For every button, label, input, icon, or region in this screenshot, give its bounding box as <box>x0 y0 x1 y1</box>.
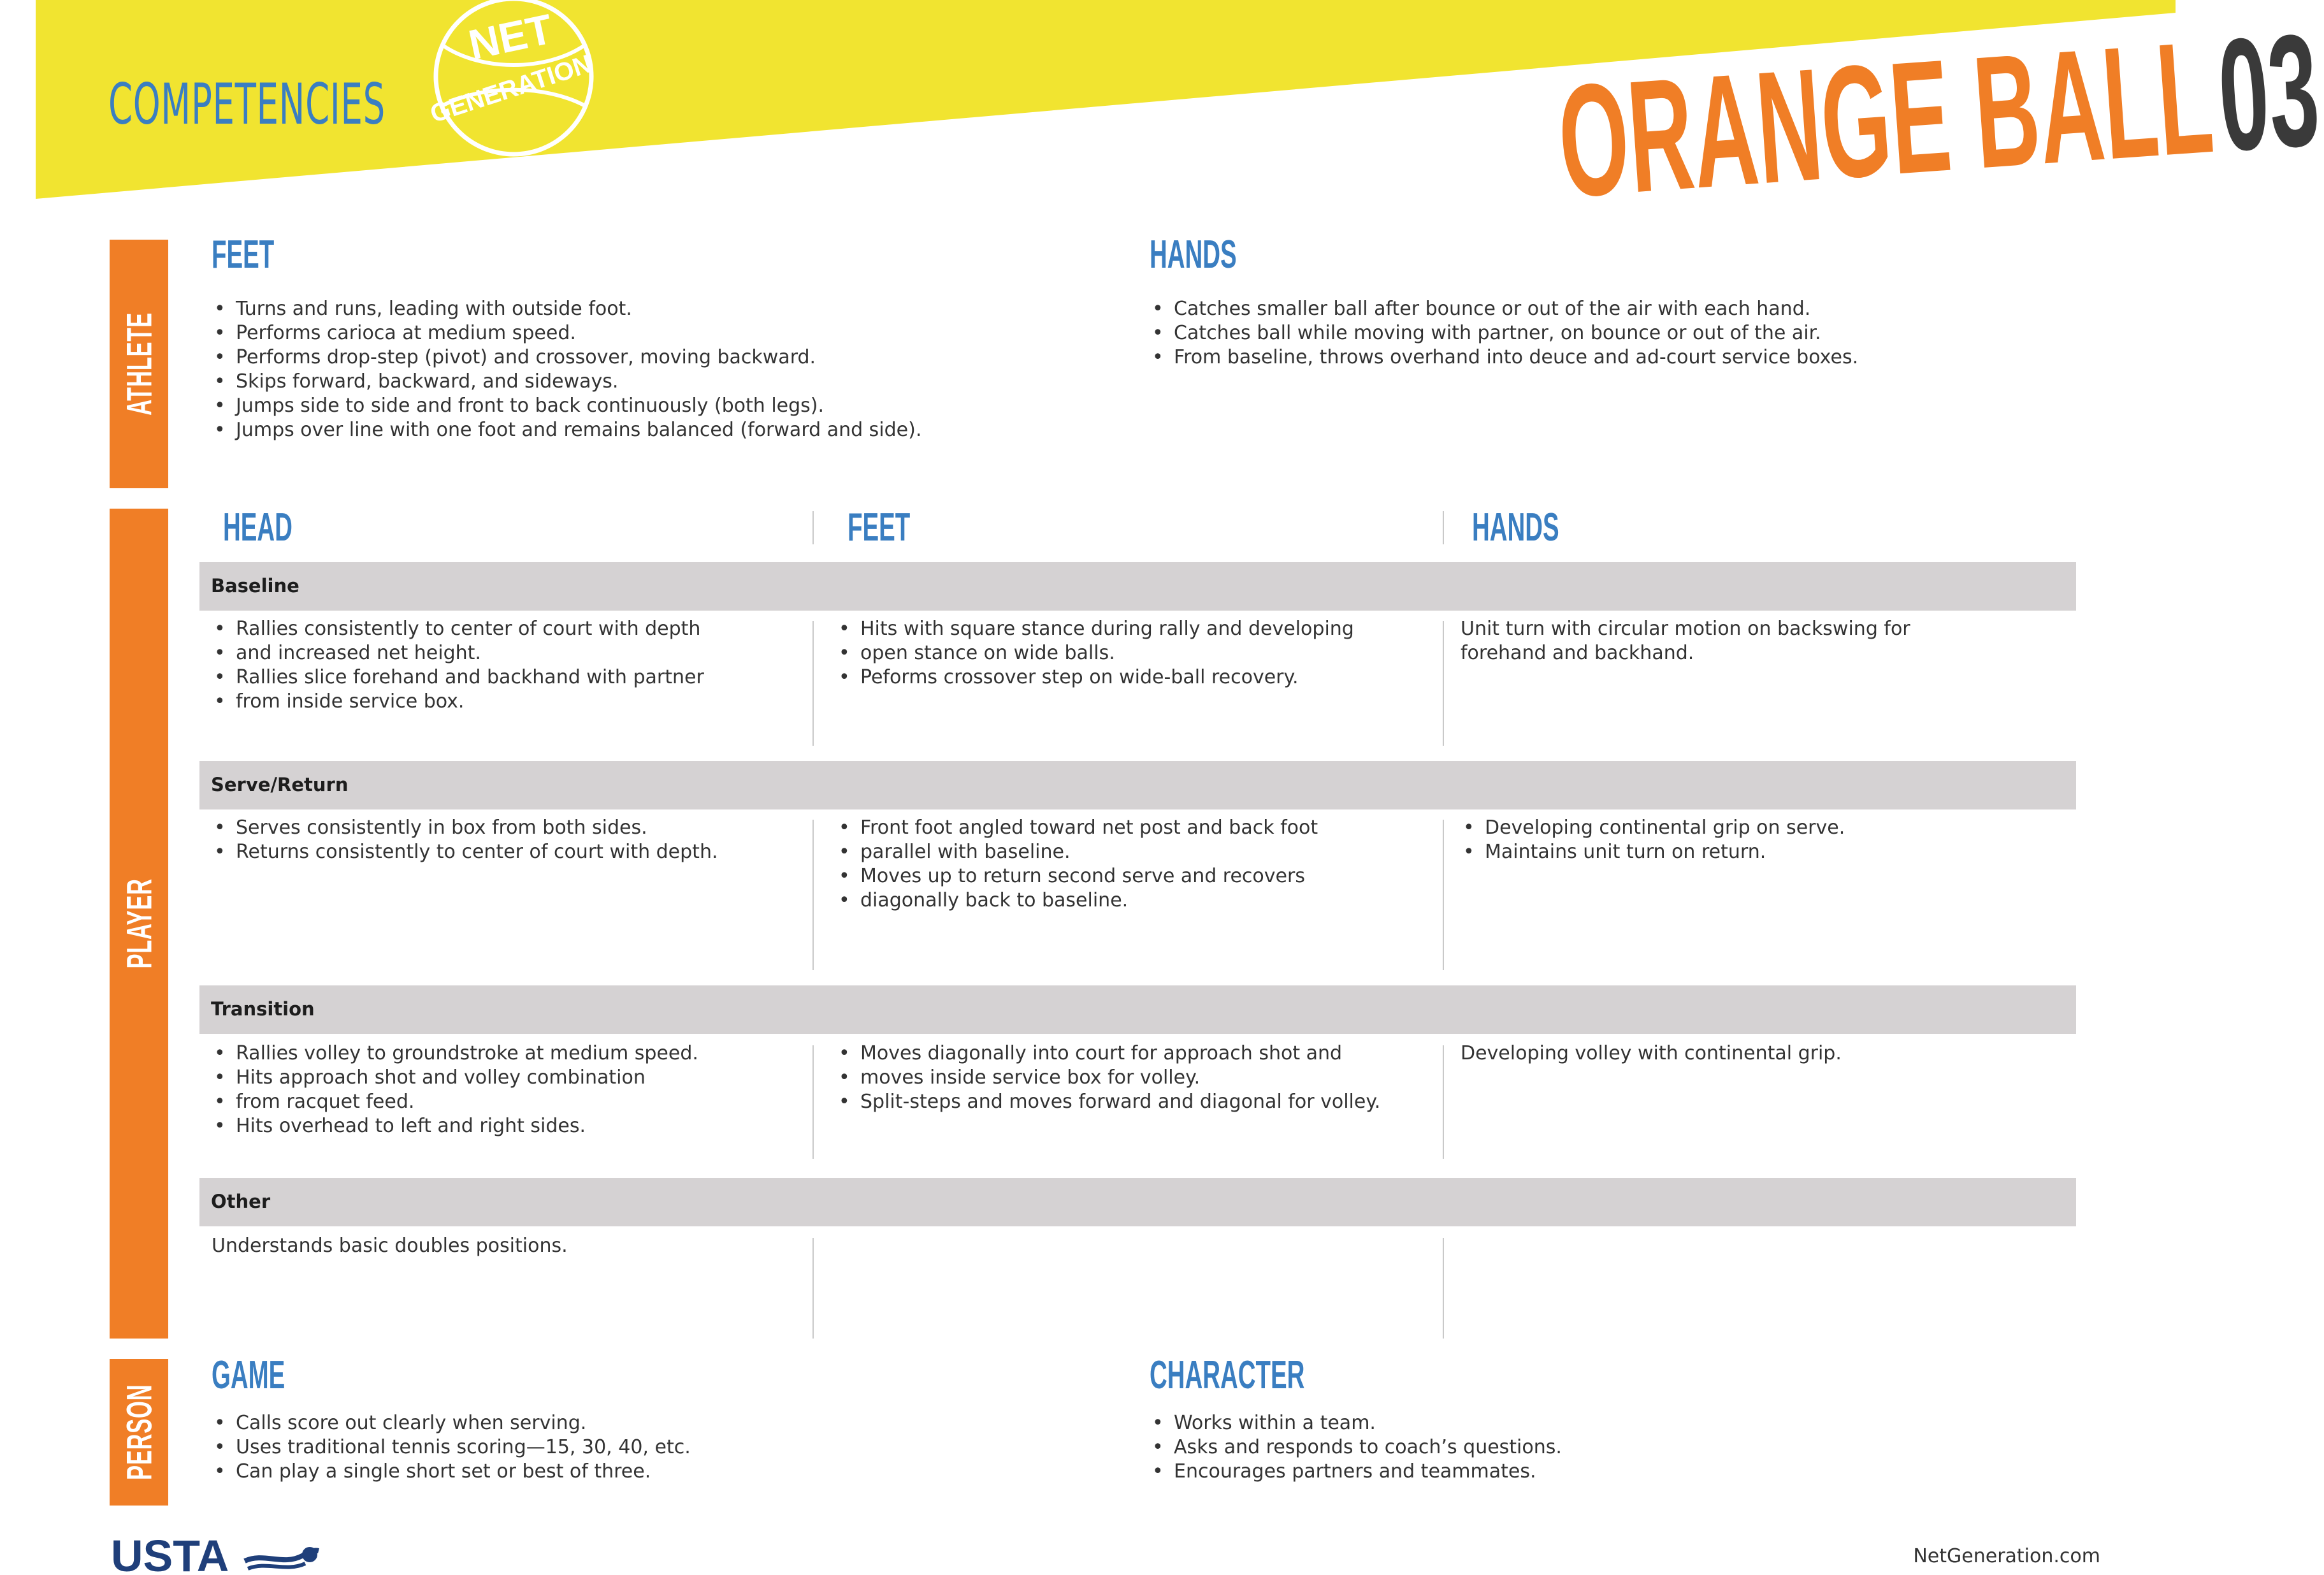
level-title <box>1553 0 2324 231</box>
column-divider <box>1443 1238 1444 1339</box>
list-item: • Asks and responds to coach’s questions. <box>1150 1435 1562 1460</box>
list-item-cont: • parallel with baseline. <box>836 840 1318 864</box>
athlete-feet-heading: FEET <box>212 233 275 277</box>
person-label: PERSON <box>119 1384 159 1481</box>
person-side-bar <box>110 1359 168 1506</box>
row-label: Baseline <box>211 575 300 597</box>
page-title: COMPETENCIES <box>108 71 386 137</box>
row-header-transition <box>199 985 2076 1034</box>
level-name: ORANGE BALL <box>1553 8 2218 231</box>
player-head-heading: HEAD <box>223 505 292 549</box>
level-number: 03 <box>2212 0 2324 185</box>
column-divider <box>1443 820 1444 970</box>
transition-hands-text: Developing volley with continental grip. <box>1461 1042 1842 1064</box>
list-item: • Performs carioca at medium speed. <box>212 321 921 345</box>
athlete-hands-list <box>1150 297 1858 370</box>
text-line: Unit turn with circular motion on backswing for <box>1461 618 1910 640</box>
athlete-side-bar <box>110 240 168 488</box>
list-item: • Rallies slice forehand and backhand with partner <box>212 665 704 690</box>
other-head-text: Understands basic doubles positions. <box>212 1235 568 1257</box>
list-item: • Rallies volley to groundstroke at medium speed. <box>212 1042 698 1066</box>
list-item: • Hits overhead to left and right sides. <box>212 1114 698 1138</box>
person-character-heading: CHARACTER <box>1150 1353 1305 1397</box>
row-label: Transition <box>211 998 315 1020</box>
list-item-cont: • from racquet feed. <box>212 1090 698 1114</box>
athlete-hands-heading: HANDS <box>1150 233 1237 277</box>
list-item-cont: • open stance on wide balls. <box>836 641 1354 665</box>
list-item: • Moves up to return second serve and recovers <box>836 864 1318 889</box>
list-item: • Rallies consistently to center of court with depth <box>212 617 704 641</box>
list-item: • Encourages partners and teammates. <box>1150 1460 1562 1484</box>
usta-logo-text: USTA <box>111 1531 229 1575</box>
list-item: • Peforms crossover step on wide-ball recovery. <box>836 665 1354 690</box>
transition-head-list <box>212 1042 698 1138</box>
column-divider <box>812 511 814 544</box>
column-divider <box>1443 1045 1444 1159</box>
row-label: Other <box>211 1191 271 1212</box>
column-divider <box>1443 621 1444 746</box>
list-item: • Catches smaller ball after bounce or out of the air with each hand. <box>1150 297 1858 321</box>
text-line: forehand and backhand. <box>1461 642 1694 664</box>
list-item-cont: • from inside service box. <box>212 690 704 714</box>
person-game-list <box>212 1411 691 1484</box>
list-item: • From baseline, throws overhand into deuce and ad-court service boxes. <box>1150 345 1858 370</box>
list-item: • Returns consistently to center of court with depth. <box>212 840 718 864</box>
list-item: • Calls score out clearly when serving. <box>212 1411 691 1435</box>
list-item: • Can play a single short set or best of three. <box>212 1460 691 1484</box>
baseline-feet-list <box>836 617 1354 690</box>
list-item: • Performs drop-step (pivot) and crossover, moving backward. <box>212 345 921 370</box>
transition-feet-list <box>836 1042 1380 1114</box>
baseline-head-list <box>212 617 704 714</box>
athlete-label: ATHLETE <box>119 312 159 416</box>
footer-url[interactable]: NetGeneration.com <box>1913 1545 2100 1567</box>
serve-return-head-list <box>212 816 718 864</box>
list-item-cont: • diagonally back to baseline. <box>836 889 1318 913</box>
list-item: • Developing continental grip on serve. <box>1461 816 1845 840</box>
list-item: • Maintains unit turn on return. <box>1461 840 1845 864</box>
list-item: • Uses traditional tennis scoring—15, 30, 40, etc. <box>212 1435 691 1460</box>
list-item: • Jumps side to side and front to back continuously (both legs). <box>212 394 921 418</box>
serve-return-feet-list <box>836 816 1318 913</box>
row-header-baseline <box>199 562 2076 611</box>
player-hands-heading: HANDS <box>1472 505 1559 549</box>
column-divider <box>812 1238 814 1339</box>
column-divider <box>812 621 814 746</box>
row-label: Serve/Return <box>211 774 349 795</box>
list-item: • Catches ball while moving with partner, on bounce or out of the air. <box>1150 321 1858 345</box>
list-item: • Turns and runs, leading with outside foot. <box>212 297 921 321</box>
person-character-list <box>1150 1411 1562 1484</box>
list-item-cont: • and increased net height. <box>212 641 704 665</box>
athlete-feet-list <box>212 297 921 442</box>
net-generation-logo <box>426 1 596 159</box>
list-item: • Hits with square stance during rally and developing <box>836 617 1354 641</box>
list-item: • Hits approach shot and volley combination <box>212 1066 698 1090</box>
list-item: • Serves consistently in box from both sides. <box>212 816 718 840</box>
player-side-bar <box>110 509 168 1339</box>
column-divider <box>1443 511 1444 544</box>
column-divider <box>812 820 814 970</box>
list-item: • Front foot angled toward net post and back foot <box>836 816 1318 840</box>
usta-logo <box>111 1533 328 1575</box>
row-header-other <box>199 1178 2076 1226</box>
serve-return-hands-list <box>1461 816 1845 864</box>
list-item: • Skips forward, backward, and sideways. <box>212 370 921 394</box>
player-label: PLAYER <box>119 878 159 969</box>
logo-text-net: NET <box>464 4 557 69</box>
baseline-hands-text <box>1461 617 1910 665</box>
list-item-cont: • moves inside service box for volley. <box>836 1066 1380 1090</box>
column-divider <box>812 1045 814 1159</box>
row-header-serve-return <box>199 761 2076 809</box>
list-item: • Works within a team. <box>1150 1411 1562 1435</box>
player-feet-heading: FEET <box>848 505 911 549</box>
person-game-heading: GAME <box>212 1353 285 1397</box>
list-item: • Split-steps and moves forward and diagonal for volley. <box>836 1090 1380 1114</box>
logo-text-generation: GENERATION <box>426 49 596 129</box>
list-item: • Jumps over line with one foot and remains balanced (forward and side). <box>212 418 921 442</box>
list-item: • Moves diagonally into court for approach shot and <box>836 1042 1380 1066</box>
